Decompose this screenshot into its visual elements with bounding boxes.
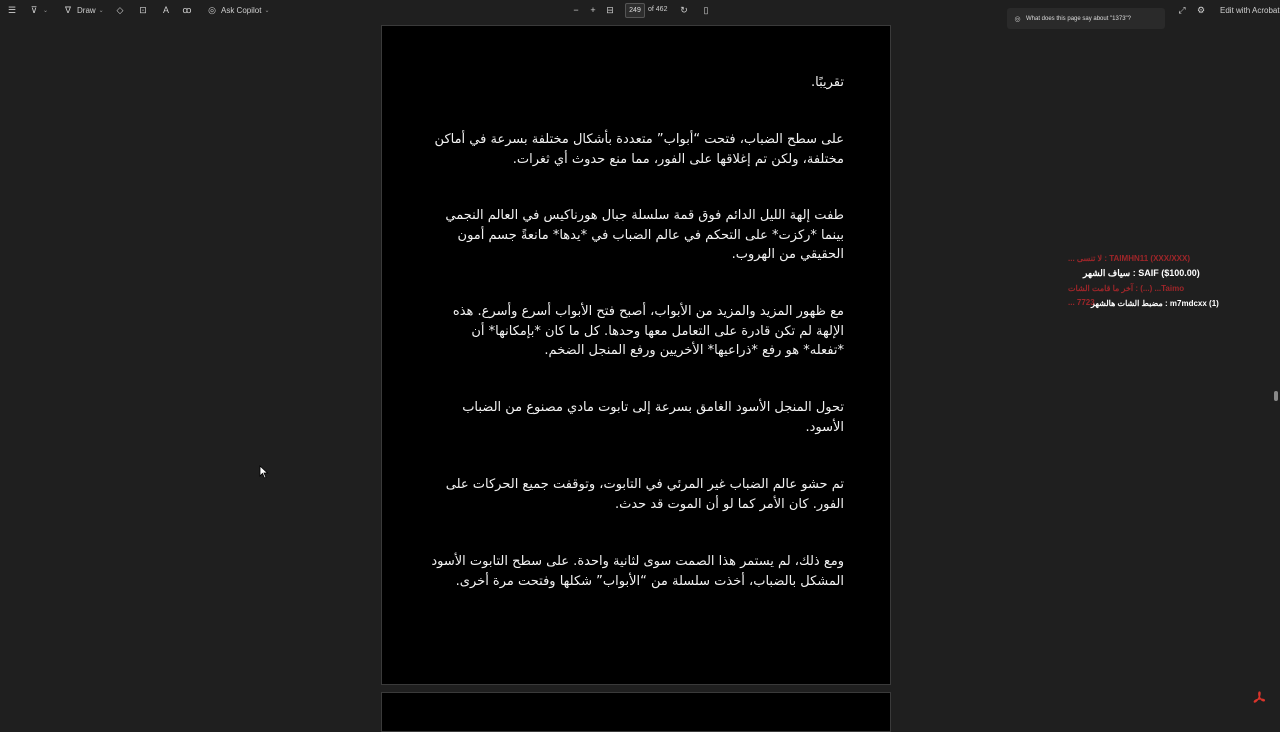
copilot-suggestion-text: What does this page say about "1373"? (1026, 15, 1131, 22)
edit-with-acrobat-button[interactable] (1220, 0, 1280, 20)
paragraph: تقريبًا. (810, 75, 844, 90)
ask-copilot-button[interactable] (206, 0, 270, 20)
paragraph: ومع ذلك، لم يستمر هذا الصمت سوى لثانية واحدة. على سطح التابوت الأسود المشكل بالضباب، أخذت سلسلة من “الأبواب” شكلها وفتحت مرة أخرى. (431, 554, 844, 589)
zoom-in-button[interactable] (587, 0, 599, 20)
rotate-icon: ↻ (680, 4, 688, 15)
page-number-input[interactable]: 249 (625, 3, 645, 18)
mouse-cursor-icon (259, 465, 269, 479)
acrobat-logo-icon (1253, 691, 1266, 704)
zoom-in-icon: + (590, 5, 596, 15)
acrobat-icon[interactable] (1253, 691, 1266, 704)
read-aloud-icon: A (162, 5, 169, 15)
overlay-chat-mod: m7mdcxx (1) : مضبط الشات هالشهر (1091, 299, 1219, 308)
copilot-icon: ◎ (1014, 15, 1021, 23)
paragraph: مع ظهور المزيد والمزيد من الأبواب، أصبح فتح الأبواب أسرع وأسرع. هذه الإلهة لم تكن قادرة على التعامل معها وحدها. كل ما كان *بإمكانها* أن *تفعله* هو رفع *ذراعيها* الأخريين ورفع المنجل الضخم. (452, 304, 844, 358)
list-icon: ☰ (7, 4, 17, 15)
paragraph: تحول المنجل الأسود الغامق بسرعة إلى تابوت مادي مصنوع من الضباب الأسود. (462, 400, 844, 435)
page-view-button[interactable] (700, 0, 712, 20)
overlay-month-sword: SAIF ($100.00) : سياف الشهر (1083, 268, 1200, 278)
next-pdf-page (381, 692, 891, 732)
erase-button[interactable] (114, 0, 126, 20)
chevron-down-icon: ⌄ (264, 7, 270, 14)
edit-with-acrobat-label: Edit with Acrobat (1220, 5, 1280, 15)
paragraph: طفت إلهة الليل الدائم فوق قمة سلسلة جبال هورناكيس في العالم النجمي بينما *ركزت* على التحكم في عالم الضباب في *يدها* مانعةً جسم أمون الحقيقي من الهروب. (445, 208, 844, 262)
draw-label: Draw (77, 5, 96, 15)
gear-icon: ⚙ (1196, 4, 1206, 15)
expand-icon: ⤢ (1178, 4, 1186, 15)
overlay-faint-line: Taimo... (...) : آخر ما قامت الشات (1068, 284, 1185, 293)
fit-page-icon: ⊟ (606, 4, 614, 15)
page-view-icon: ▯ (703, 4, 709, 15)
highlighter-icon: ⊽ (30, 4, 38, 15)
zoom-out-button[interactable] (570, 0, 582, 20)
scrollbar-thumb[interactable] (1274, 391, 1278, 401)
paragraph: على سطح الضباب، فتحت “أبواب” متعددة بأشكال مختلفة بسرعة في أماكن مختلفة، ولكن تم إغلاقها على الفور، مما منع حدوث أي ثغرات. (434, 132, 844, 167)
pdf-page (381, 25, 891, 685)
text-box-icon: ⊡ (139, 4, 147, 15)
menu-button[interactable] (6, 0, 18, 20)
fit-page-button[interactable] (604, 0, 616, 20)
settings-button[interactable] (1195, 0, 1207, 20)
text-box-button[interactable] (137, 0, 149, 20)
page-total: of 462 (648, 6, 668, 13)
full-screen-button[interactable] (1176, 0, 1188, 20)
overlay-faint-line: 7723 ... (1068, 298, 1095, 307)
copilot-icon: ◎ (208, 4, 216, 15)
overlay-faint-line: TAIMHN11 (XXX/XXX) : لا تنسى ... (1068, 254, 1190, 263)
zoom-out-icon: − (573, 5, 579, 15)
paragraph: تم حشو عالم الضباب غير المرئي في التابوت، وتوقفت جميع الحركات على الفور. كان الأمر كما لو أن الموت قد حدث. (445, 477, 844, 512)
highlight-button[interactable] (28, 0, 48, 20)
chevron-down-icon: ⌄ (98, 7, 104, 14)
translate-icon: ꝏ (182, 4, 192, 15)
translate-button[interactable] (181, 0, 193, 20)
copilot-suggestion[interactable] (1007, 8, 1165, 29)
rotate-button[interactable] (678, 0, 690, 20)
draw-button[interactable] (62, 0, 104, 20)
ask-copilot-label: Ask Copilot (221, 5, 262, 15)
chevron-down-icon: ⌄ (43, 7, 49, 14)
eraser-icon: ◇ (116, 4, 124, 15)
draw-icon: ∇ (64, 4, 72, 15)
read-aloud-button[interactable] (160, 0, 172, 20)
